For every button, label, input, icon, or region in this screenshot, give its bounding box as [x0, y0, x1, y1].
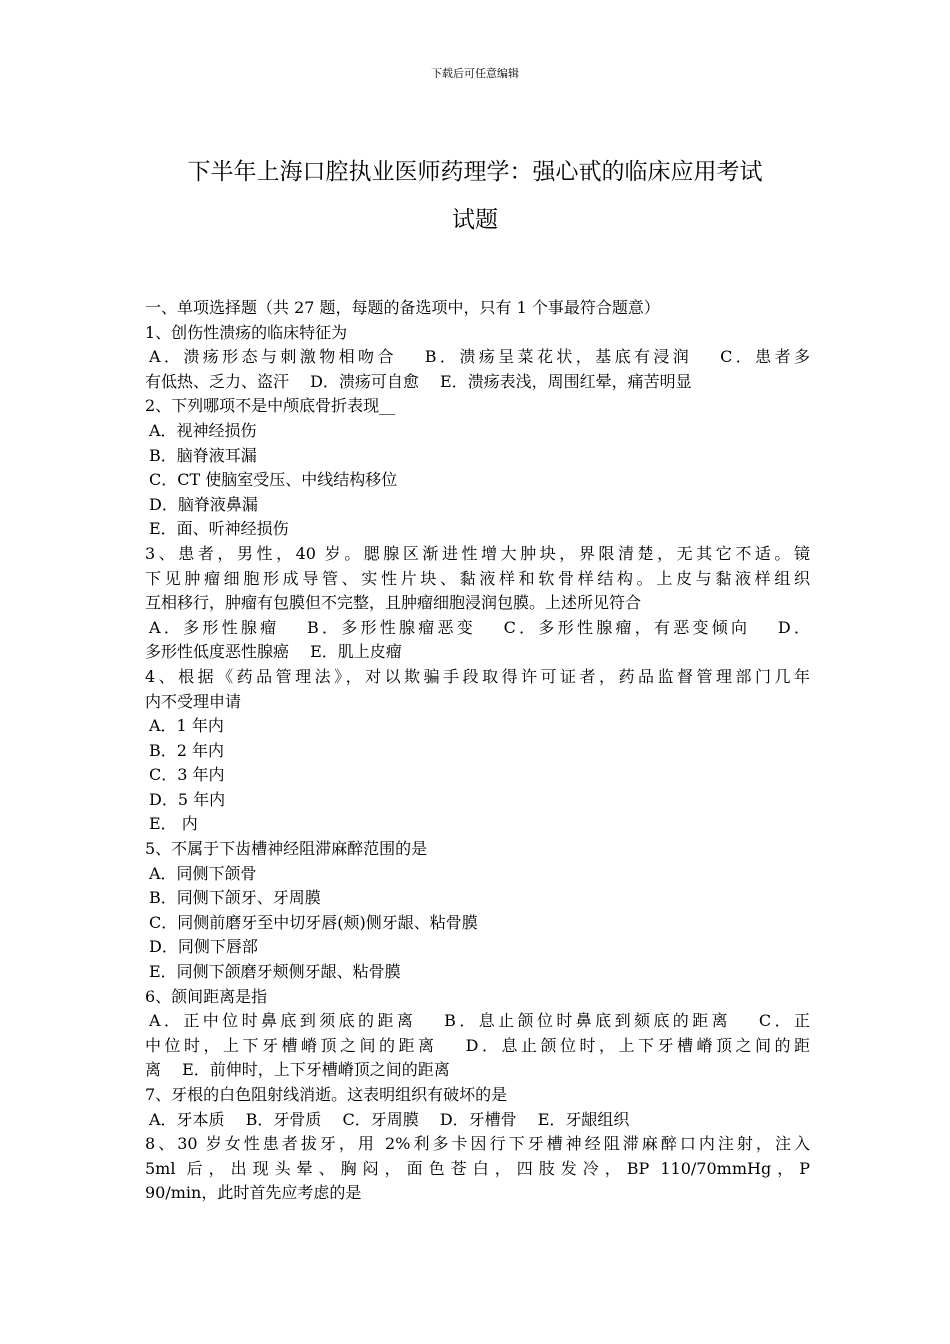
option-e: E．同侧下颌磨牙颊侧牙龈、粘骨膜	[149, 962, 401, 982]
options-line: A．正中位时鼻底到须底的距离 B．息止颌位时鼻底到颏底的距离 C．正	[149, 1011, 810, 1031]
header-note: 下载后可任意编辑	[431, 67, 519, 80]
document-body	[145, 296, 810, 1206]
question-stem: 90/min，此时首先应考虑的是	[145, 1183, 362, 1203]
options-line: A．多形性腺瘤 B．多形性腺瘤恶变 C．多形性腺瘤，有恶变倾向 D．	[149, 617, 810, 637]
question-stem: 下见肿瘤细胞形成导管、实性片块、黏液样和软骨样结构。上皮与黏液样组织	[145, 568, 810, 588]
question-1	[145, 321, 810, 395]
options-line: A．溃疡形态与刺激物相吻合 B．溃疡呈菜花状，基底有浸润 C．患者多	[149, 347, 810, 367]
question-stem: 8、30 岁女性患者拔牙，用 2%利多卡因行下牙槽神经阻滞麻醉口内注射，注入	[145, 1134, 810, 1154]
question-7	[145, 1083, 810, 1132]
question-stem: 6、颌间距离是指	[145, 986, 268, 1006]
question-5	[145, 837, 810, 985]
question-2	[145, 394, 810, 542]
question-stem: 互相移行，肿瘤有包膜但不完整，且肿瘤细胞浸润包膜。上述所见符合	[145, 593, 642, 613]
question-stem: 1、创伤性溃疡的临床特征为	[145, 322, 348, 342]
title-line-1: 下半年上海口腔执业医师药理学：强心甙的临床应用考试	[187, 159, 763, 185]
section-heading: 一、单项选择题（共 27 题，每题的备选项中，只有 1 个事最符合题意）	[145, 298, 660, 317]
question-8	[145, 1132, 810, 1206]
option-b: B．脑脊液耳漏	[149, 445, 257, 465]
option-e: E． 内	[149, 814, 198, 834]
option-c: C．同侧前磨牙至中切牙唇(颊)侧牙龈、粘骨膜	[149, 912, 478, 932]
options-line: A．牙本质 B．牙骨质 C．牙周膜 D．牙槽骨 E．牙龈组织	[149, 1109, 630, 1129]
question-stem: 3、患者，男性，40 岁。腮腺区渐进性增大肿块，界限清楚，无其它不适。镜	[145, 543, 810, 563]
title-line-2: 试题	[452, 207, 498, 233]
option-e: E．面、听神经损伤	[149, 519, 289, 539]
option-d: D．5 年内	[149, 789, 226, 809]
question-stem: 5、不属于下齿槽神经阻滞麻醉范围的是	[145, 839, 428, 859]
option-a: A．视神经损伤	[149, 420, 257, 440]
options-line: 多形性低度恶性腺癌 E．肌上皮瘤	[145, 642, 402, 662]
option-b: B．同侧下颌牙、牙周膜	[149, 888, 321, 908]
option-a: A．同侧下颌骨	[149, 863, 257, 883]
option-c: C．3 年内	[149, 765, 225, 785]
question-6	[145, 985, 810, 1083]
options-line: 离 E．前伸时，上下牙槽嵴顶之间的距离	[145, 1060, 450, 1080]
question-stem: 内不受理申请	[145, 691, 242, 711]
option-b: B．2 年内	[149, 740, 225, 760]
question-stem: 2、下列哪项不是中颅底骨折表现__	[145, 396, 396, 416]
option-d: D．同侧下唇部	[149, 937, 258, 957]
options-line: 有低热、乏力、盗汗 D．溃疡可自愈 E．溃疡表浅，周围红晕，痛苦明显	[145, 371, 692, 391]
option-c: C．CT 使脑室受压、中线结构移位	[149, 470, 398, 490]
option-d: D．脑脊液鼻漏	[149, 494, 258, 514]
question-stem: 7、牙根的白色阻射线消逝。这表明组织有破坏的是	[145, 1085, 508, 1104]
question-3	[145, 542, 810, 665]
options-line: 中位时，上下牙槽嵴顶之间的距离 D．息止颌位时，上下牙槽嵴顶之间的距	[145, 1035, 810, 1055]
question-4	[145, 665, 810, 837]
document-title	[120, 148, 830, 244]
question-stem: 5ml 后，出现头晕、胸闷，面色苍白，四肢发冷，BP 110/70mmHg，P	[145, 1158, 810, 1178]
question-stem: 4、根据《药品管理法》，对以欺骗手段取得许可证者，药品监督管理部门几年	[145, 666, 810, 686]
option-a: A．1 年内	[149, 716, 224, 736]
